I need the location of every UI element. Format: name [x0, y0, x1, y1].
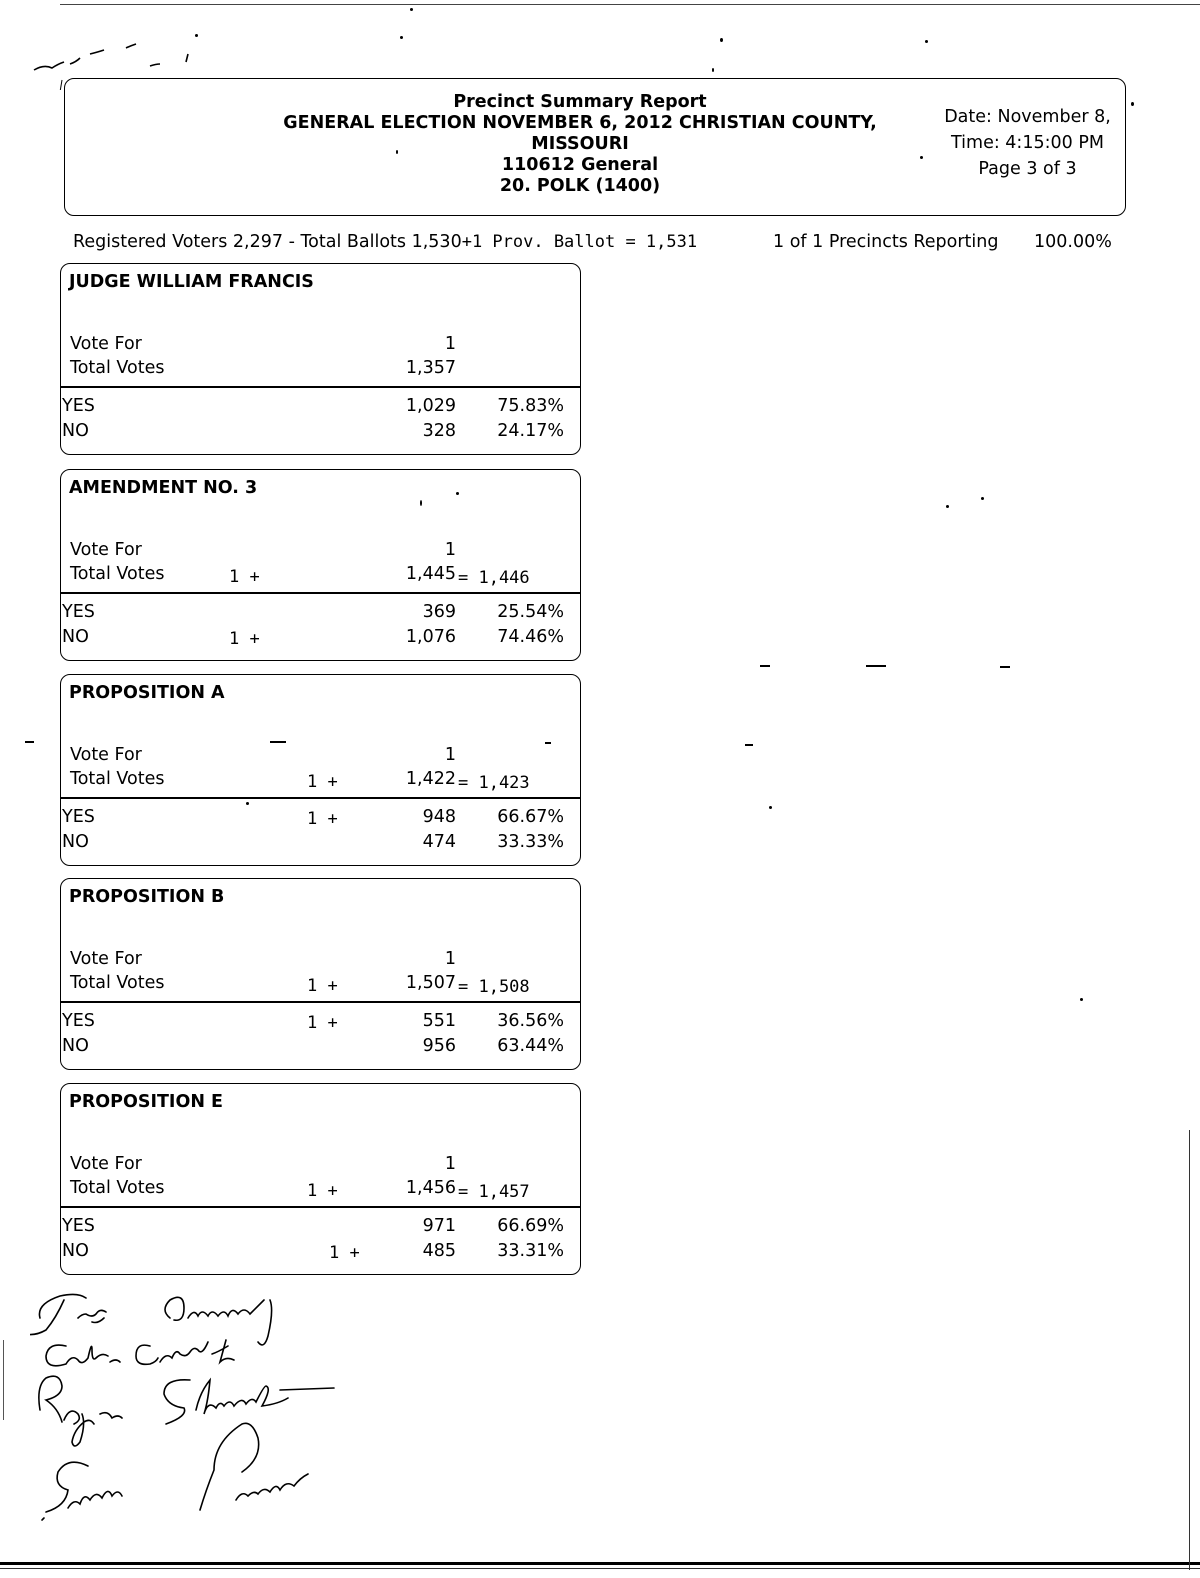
total-votes-corrected: = 1,446: [458, 568, 530, 588]
no-label: NO: [62, 1036, 89, 1056]
contest-divider: [61, 386, 580, 388]
scan-speck: [769, 806, 772, 809]
total-votes-corrected: = 1,508: [458, 977, 530, 997]
scan-edge-top: [60, 4, 1200, 5]
yes-votes: 1,029: [405, 396, 456, 416]
ballot-summary: [73, 232, 697, 252]
report-date: Date: November 8,: [944, 107, 1111, 127]
contest-box: [60, 878, 581, 1070]
no-votes: 956: [422, 1036, 456, 1056]
reporting-percent: 100.00%: [1034, 232, 1112, 252]
no-percent: 24.17%: [497, 421, 564, 441]
contest-title: PROPOSITION A: [69, 683, 225, 703]
precincts-reporting: 1 of 1 Precincts Reporting: [773, 232, 999, 252]
report-page: Page 3 of 3: [978, 159, 1077, 179]
total-votes-count: 1,445: [405, 564, 456, 584]
yes-correction: 1 +: [307, 1013, 338, 1033]
contest-title: JUDGE WILLIAM FRANCIS: [69, 272, 314, 292]
contest-box: [60, 469, 581, 661]
vote-for-label: Vote For: [70, 334, 142, 354]
vote-for-count: 1: [444, 540, 456, 560]
yes-percent: 25.54%: [497, 602, 564, 622]
no-votes: 485: [422, 1241, 456, 1261]
report-title-block: [200, 92, 960, 197]
scan-edge-bottom: [0, 1562, 1200, 1565]
contest-divider: [61, 1206, 580, 1208]
report-meta: [920, 104, 1135, 182]
contest-divider: [61, 797, 580, 799]
total-votes-label: Total Votes: [70, 769, 165, 789]
no-percent: 63.44%: [497, 1036, 564, 1056]
yes-percent: 36.56%: [497, 1011, 564, 1031]
no-label: NO: [62, 627, 89, 647]
scan-dash: [866, 665, 886, 667]
total-votes-label: Total Votes: [70, 564, 165, 584]
contest-title: PROPOSITION E: [69, 1092, 224, 1112]
report-title: Precinct Summary Report: [453, 92, 707, 112]
vote-for-count: 1: [444, 334, 456, 354]
yes-label: YES: [62, 1216, 95, 1236]
no-votes: 328: [422, 421, 456, 441]
report-time: Time: 4:15:00 PM: [951, 133, 1104, 153]
scan-speck: [712, 68, 714, 72]
contest-box: [60, 263, 581, 455]
vote-for-label: Vote For: [70, 745, 142, 765]
total-votes-correction: 1 +: [307, 1181, 338, 1201]
no-votes: 1,076: [405, 627, 456, 647]
vote-for-label: Vote For: [70, 1154, 142, 1174]
no-percent: 33.31%: [497, 1241, 564, 1261]
contest-title: AMENDMENT NO. 3: [69, 478, 258, 498]
yes-votes: 369: [422, 602, 456, 622]
vote-for-count: 1: [444, 745, 456, 765]
total-votes-corrected: = 1,457: [458, 1182, 530, 1202]
no-label: NO: [62, 1241, 89, 1261]
yes-label: YES: [62, 602, 95, 622]
no-votes: 474: [422, 832, 456, 852]
total-votes-count: 1,456: [405, 1178, 456, 1198]
contest-box: [60, 1083, 581, 1275]
yes-percent: 66.67%: [497, 807, 564, 827]
no-correction: 1 +: [229, 629, 260, 649]
vote-for-label: Vote For: [70, 540, 142, 560]
scan-speck: [946, 505, 949, 508]
scan-dash: [1000, 666, 1010, 668]
scan-edge-left: [3, 1340, 4, 1420]
scan-speck: [195, 34, 198, 37]
no-label: NO: [62, 421, 89, 441]
election-code: 110612 General: [501, 155, 659, 175]
scan-speck: [720, 38, 723, 42]
contest-divider: [61, 592, 580, 594]
election-name: GENERAL ELECTION NOVEMBER 6, 2012 CHRISTIAN COUNTY,: [283, 113, 877, 133]
precinct-name: 20. POLK (1400): [499, 176, 661, 196]
yes-votes: 948: [422, 807, 456, 827]
yes-votes: 551: [422, 1011, 456, 1031]
contest-title: PROPOSITION B: [69, 887, 225, 907]
total-votes-count: 1,507: [405, 973, 456, 993]
total-votes-correction: 1 +: [229, 567, 260, 587]
yes-percent: 75.83%: [497, 396, 564, 416]
no-percent: 74.46%: [497, 627, 564, 647]
signature-block: [30, 1280, 390, 1530]
total-votes-correction: 1 +: [307, 772, 338, 792]
contest-divider: [61, 1001, 580, 1003]
scan-dash: [760, 665, 770, 667]
vote-for-count: 1: [444, 949, 456, 969]
yes-label: YES: [62, 807, 95, 827]
total-votes-count: 1,357: [405, 358, 456, 378]
scan-dash: [745, 744, 753, 746]
vote-for-label: Vote For: [70, 949, 142, 969]
scan-speck: [1080, 998, 1083, 1001]
yes-label: YES: [62, 1011, 95, 1031]
no-label: NO: [62, 832, 89, 852]
election-state: MISSOURI: [531, 134, 629, 154]
yes-correction: 1 +: [307, 809, 338, 829]
scan-edge-right: [1189, 1130, 1190, 1570]
yes-label: YES: [62, 396, 95, 416]
contest-box: [60, 674, 581, 866]
total-votes-label: Total Votes: [70, 358, 165, 378]
total-votes-correction: 1 +: [307, 976, 338, 996]
yes-percent: 66.69%: [497, 1216, 564, 1236]
registered-voters: Registered Voters 2,297 - Total Ballots 1,530: [73, 232, 462, 252]
total-votes-label: Total Votes: [70, 973, 165, 993]
no-correction: 1 +: [329, 1243, 360, 1263]
yes-votes: 971: [422, 1216, 456, 1236]
scan-speck: [981, 497, 984, 500]
vote-for-count: 1: [444, 1154, 456, 1174]
total-votes-corrected: = 1,423: [458, 773, 530, 793]
scan-speck: [410, 8, 413, 11]
scan-speck: [925, 40, 928, 43]
scan-speck: [400, 36, 403, 39]
total-votes-label: Total Votes: [70, 1178, 165, 1198]
scan-edge-bottom-thin: [0, 1568, 1200, 1569]
provisional-note: +1 Prov. Ballot = 1,531: [461, 232, 698, 252]
scan-dash: [25, 741, 34, 743]
total-votes-count: 1,422: [405, 769, 456, 789]
no-percent: 33.33%: [497, 832, 564, 852]
